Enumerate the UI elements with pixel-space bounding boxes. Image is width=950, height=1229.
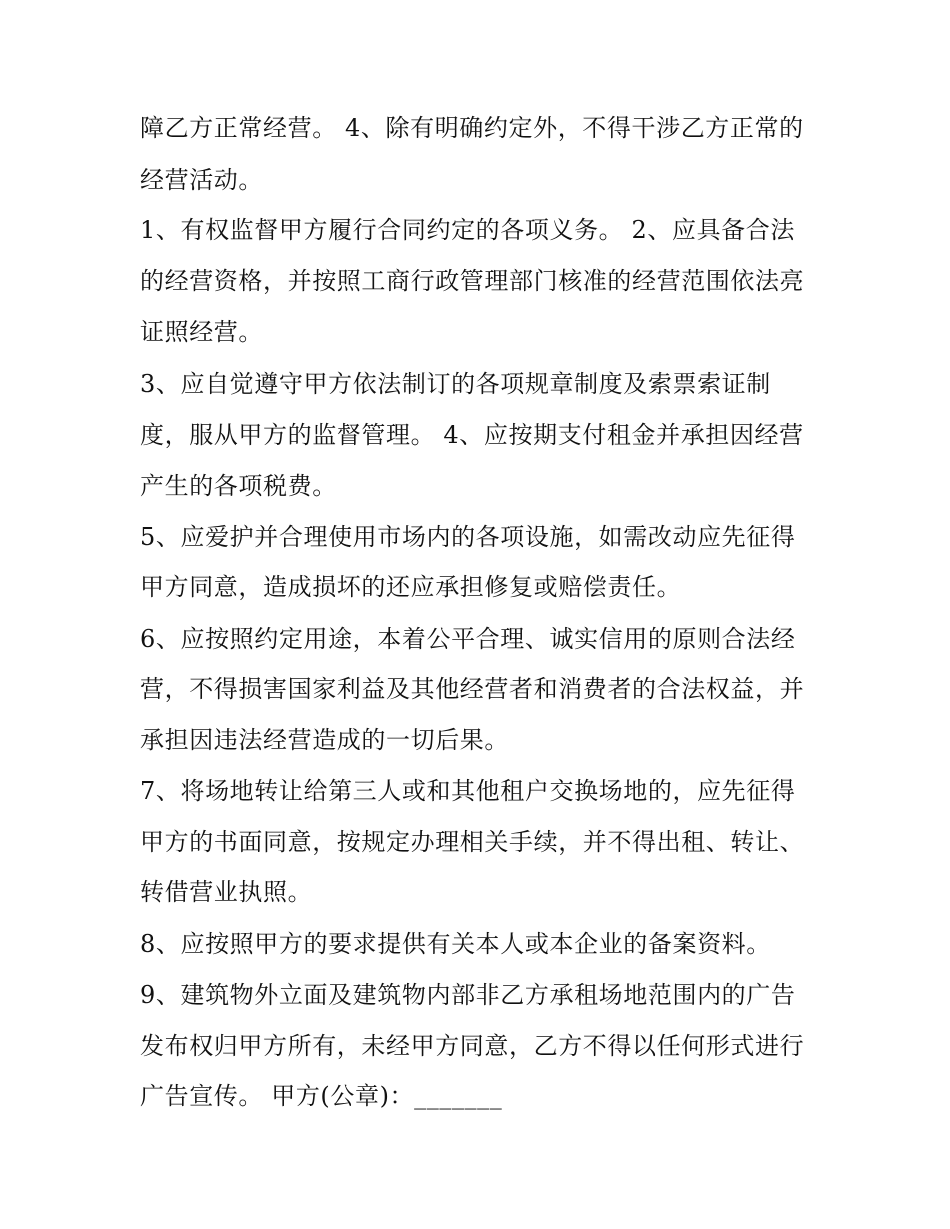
text-line: 7、将场地转让给第三人或和其他租户交换场地的，应先征得	[140, 777, 796, 805]
text-line: 经营活动。	[140, 166, 263, 194]
text-line: 8、应按照甲方的要求提供有关本人或本企业的备案资料。	[140, 930, 771, 958]
text-line: 5、应爱护并合理使用市场内的各项设施，如需改动应先征得	[140, 523, 796, 551]
text-line: 广告宣传。 甲方(公章)：_______	[140, 1082, 503, 1110]
text-line: 1、有权监督甲方履行合同约定的各项义务。 2、应具备合法	[140, 216, 795, 244]
text-line: 营，不得损害国家利益及其他经营者和消费者的合法权益，并	[140, 675, 805, 703]
text-line: 的经营资格，并按照工商行政管理部门核准的经营范围依法亮	[140, 267, 805, 295]
text-line: 转借营业执照。	[140, 878, 313, 906]
text-line: 3、应自觉遵守甲方依法制订的各项规章制度及索票索证制	[140, 370, 771, 398]
text-line: 产生的各项税费。	[140, 472, 337, 500]
text-line: 甲方的书面同意，按规定办理相关手续，并不得出租、转让、	[140, 828, 805, 856]
text-line: 9、建筑物外立面及建筑物内部非乙方承租场地范围内的广告	[140, 981, 796, 1009]
text-line: 承担因违法经营造成的一切后果。	[140, 726, 509, 754]
text-line: 度，服从甲方的监督管理。 4、应按期支付租金并承担因经营	[140, 421, 804, 449]
text-line: 甲方同意，造成损坏的还应承担修复或赔偿责任。	[140, 573, 682, 601]
text-line: 证照经营。	[140, 318, 263, 346]
text-line: 6、应按照约定用途，本着公平合理、诚实信用的原则合法经	[140, 625, 796, 653]
text-line: 发布权归甲方所有，未经甲方同意，乙方不得以任何形式进行	[140, 1032, 805, 1060]
text-line: 障乙方正常经营。 4、除有明确约定外，不得干涉乙方正常的	[140, 114, 804, 142]
